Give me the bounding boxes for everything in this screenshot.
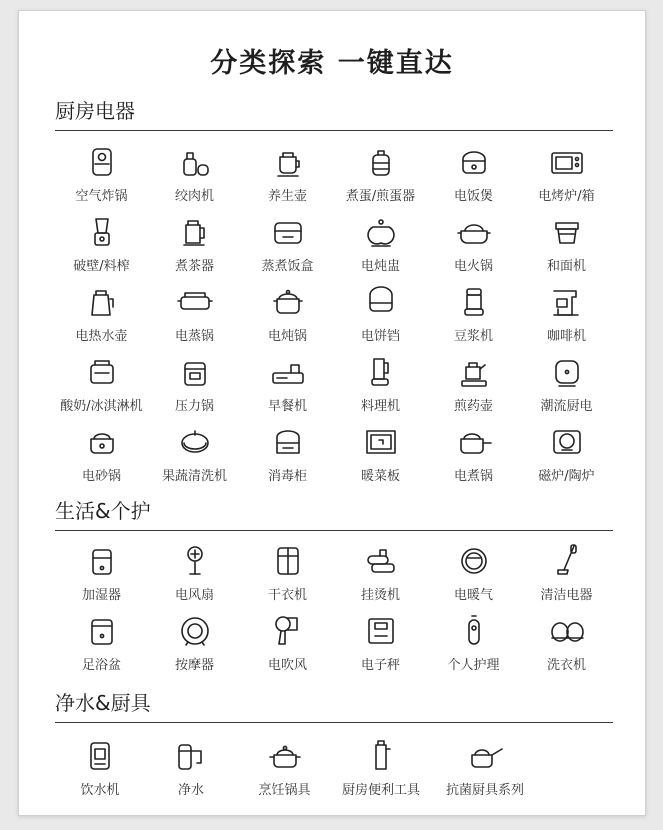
category-label: 加湿器: [81, 588, 121, 603]
category-label: 足浴盆: [81, 658, 121, 673]
category-label: 电热水壶: [75, 329, 128, 344]
category-item-egg-cooker[interactable]: [334, 142, 427, 212]
category-item-soymilk-maker[interactable]: [427, 282, 520, 352]
category-label: 电煮锅: [453, 469, 493, 484]
category-label: 和面机: [546, 259, 586, 274]
category-label: 电饼铛: [360, 329, 400, 344]
category-label: 煎药壶: [453, 399, 493, 414]
category-item-pressure-cooker[interactable]: [148, 352, 241, 422]
category-item-dough-mixer[interactable]: [520, 212, 613, 282]
category-label: 磁炉/陶炉: [538, 469, 595, 484]
category-item-kettle[interactable]: [55, 282, 148, 352]
kitchen-tools-icon: [361, 736, 401, 776]
dough-mixer-icon: [547, 212, 587, 252]
category-label: 清洁电器: [540, 588, 593, 603]
category-label: 个人护理: [447, 658, 500, 673]
category-item-oven[interactable]: [520, 142, 613, 212]
category-label: 空气炸锅: [75, 189, 128, 204]
category-label: 挂烫机: [360, 588, 400, 603]
category-label: 电炖盅: [360, 259, 400, 274]
category-label: 料理机: [360, 399, 400, 414]
category-label: 烹饪锅具: [258, 783, 311, 798]
category-label: 果蔬清洗机: [161, 469, 227, 484]
scale-icon: [361, 611, 401, 651]
category-label: 电烤炉/箱: [538, 189, 595, 204]
category-item-blender[interactable]: [55, 212, 148, 282]
category-item-coffee-machine[interactable]: [520, 282, 613, 352]
pancake-maker-icon: [361, 282, 401, 322]
stew-cup-icon: [361, 212, 401, 252]
massager-icon: [175, 611, 215, 651]
foot-bath-icon: [82, 611, 122, 651]
category-label: 绞肉机: [174, 189, 214, 204]
steamer-icon: [175, 282, 215, 322]
section-title-water: 净水&厨具: [55, 687, 613, 723]
category-item-washing-machine[interactable]: [520, 611, 613, 681]
category-item-massager[interactable]: [148, 611, 241, 681]
water-dispenser-icon: [80, 736, 120, 776]
category-label: 电风扇: [174, 588, 214, 603]
category-label: 饮水机: [80, 783, 120, 798]
category-item-clothes-dryer[interactable]: [241, 541, 334, 611]
breakfast-machine-icon: [268, 352, 308, 392]
kitchen-grid: [55, 142, 613, 492]
category-label: 电饭煲: [453, 189, 493, 204]
sterilizer-icon: [268, 422, 308, 462]
category-item-foot-bath[interactable]: [55, 611, 148, 681]
category-item-health-pot[interactable]: [241, 142, 334, 212]
category-item-food-processor[interactable]: [334, 352, 427, 422]
category-item-electric-pot[interactable]: [427, 422, 520, 492]
category-label: 养生壶: [267, 189, 307, 204]
category-label: 豆浆机: [453, 329, 493, 344]
category-item-sterilizer[interactable]: [241, 422, 334, 492]
category-item-steamer[interactable]: [148, 282, 241, 352]
category-label: 煮蛋/煎蛋器: [345, 189, 416, 204]
category-item-yogurt-maker[interactable]: [55, 352, 148, 422]
slow-cooker-icon: [268, 282, 308, 322]
category-item-kitchen-tools[interactable]: [332, 736, 430, 806]
kettle-icon: [82, 282, 122, 322]
category-label: 抗菌厨具系列: [445, 783, 524, 798]
water-purifier-icon: [171, 736, 211, 776]
induction-cooker-icon: [547, 422, 587, 462]
category-label: 酸奶/冰淇淋机: [60, 399, 143, 414]
fruit-washer-icon: [175, 422, 215, 462]
electric-pot-icon: [454, 422, 494, 462]
rice-cooker-icon: [454, 142, 494, 182]
water-grid: [55, 736, 613, 806]
category-label: 消毒柜: [267, 469, 307, 484]
category-label: 早餐机: [267, 399, 307, 414]
category-label: 电子秤: [360, 658, 400, 673]
category-item-air-fryer[interactable]: [55, 142, 148, 212]
category-item-scale[interactable]: [334, 611, 427, 681]
category-label: 破壁/料榨: [73, 259, 130, 274]
category-item-hot-pot[interactable]: [427, 212, 520, 282]
yogurt-maker-icon: [82, 352, 122, 392]
health-pot-icon: [268, 142, 308, 182]
category-label: 咖啡机: [546, 329, 586, 344]
oven-icon: [547, 142, 587, 182]
pressure-cooker-icon: [175, 352, 215, 392]
category-label: 电火锅: [453, 259, 493, 274]
category-item-personal-care[interactable]: [427, 611, 520, 681]
egg-cooker-icon: [361, 142, 401, 182]
category-label: 煮茶器: [174, 259, 214, 274]
tea-maker-icon: [175, 212, 215, 252]
page-title: 分类探索 一键直达: [210, 48, 454, 79]
meat-grinder-icon: [175, 142, 215, 182]
category-item-slow-cooker[interactable]: [241, 282, 334, 352]
blender-icon: [82, 212, 122, 252]
category-label: 电暖气: [453, 588, 493, 603]
category-item-meat-grinder[interactable]: [148, 142, 241, 212]
category-item-stew-cup[interactable]: [334, 212, 427, 282]
category-label: 净水: [177, 783, 204, 798]
life-grid: [55, 541, 613, 681]
vacuum-icon: [547, 541, 587, 581]
section-title-life: 生活&个护: [55, 495, 613, 531]
category-item-water-dispenser[interactable]: [55, 736, 145, 806]
antibacterial-cookware-icon: [465, 736, 505, 776]
washing-machine-icon: [547, 611, 587, 651]
personal-care-icon: [454, 611, 494, 651]
hair-dryer-icon: [268, 611, 308, 651]
category-item-pancake-maker[interactable]: [334, 282, 427, 352]
category-item-breakfast-machine[interactable]: [241, 352, 334, 422]
category-item-humidifier[interactable]: [55, 541, 148, 611]
garment-steamer-icon: [361, 541, 401, 581]
soymilk-maker-icon: [454, 282, 494, 322]
category-item-fruit-washer[interactable]: [148, 422, 241, 492]
category-item-herb-pot[interactable]: [427, 352, 520, 422]
category-label: 电炖锅: [267, 329, 307, 344]
category-item-trendy-appliance[interactable]: [520, 352, 613, 422]
clothes-dryer-icon: [268, 541, 308, 581]
category-label: 电蒸锅: [174, 329, 214, 344]
food-processor-icon: [361, 352, 401, 392]
category-label: 干衣机: [267, 588, 307, 603]
category-item-heater[interactable]: [427, 541, 520, 611]
humidifier-icon: [82, 541, 122, 581]
category-item-induction-cooker[interactable]: [520, 422, 613, 492]
category-item-hair-dryer[interactable]: [241, 611, 334, 681]
section-title-kitchen: 厨房电器: [55, 95, 613, 131]
category-label: 厨房便利工具: [341, 783, 420, 798]
herb-pot-icon: [454, 352, 494, 392]
category-item-water-purifier[interactable]: [145, 736, 237, 806]
casserole-icon: [82, 422, 122, 462]
warming-plate-icon: [361, 422, 401, 462]
category-label: 洗衣机: [546, 658, 586, 673]
category-label: 压力锅: [174, 399, 214, 414]
category-label: 电砂锅: [81, 469, 121, 484]
category-label: 潮流厨电: [540, 399, 593, 414]
category-item-rice-cooker[interactable]: [427, 142, 520, 212]
coffee-machine-icon: [547, 282, 587, 322]
category-item-garment-steamer[interactable]: [334, 541, 427, 611]
lunch-box-icon: [268, 212, 308, 252]
category-item-fan[interactable]: [148, 541, 241, 611]
fan-icon: [175, 541, 215, 581]
category-label: 蒸煮饭盒: [261, 259, 314, 274]
air-fryer-icon: [82, 142, 122, 182]
cookware-icon: [265, 736, 305, 776]
heater-icon: [454, 541, 494, 581]
category-label: 暖菜板: [360, 469, 400, 484]
trendy-appliance-icon: [547, 352, 587, 392]
category-item-cookware[interactable]: [237, 736, 332, 806]
hot-pot-icon: [454, 212, 494, 252]
category-label: 按摩器: [174, 658, 214, 673]
category-label: 电吹风: [267, 658, 307, 673]
category-item-casserole[interactable]: [55, 422, 148, 492]
category-card: [18, 10, 646, 816]
category-item-antibacterial-cookware[interactable]: [430, 736, 540, 806]
category-item-warming-plate[interactable]: [334, 422, 427, 492]
category-item-vacuum[interactable]: [520, 541, 613, 611]
category-item-lunch-box[interactable]: [241, 212, 334, 282]
category-item-tea-maker[interactable]: [148, 212, 241, 282]
